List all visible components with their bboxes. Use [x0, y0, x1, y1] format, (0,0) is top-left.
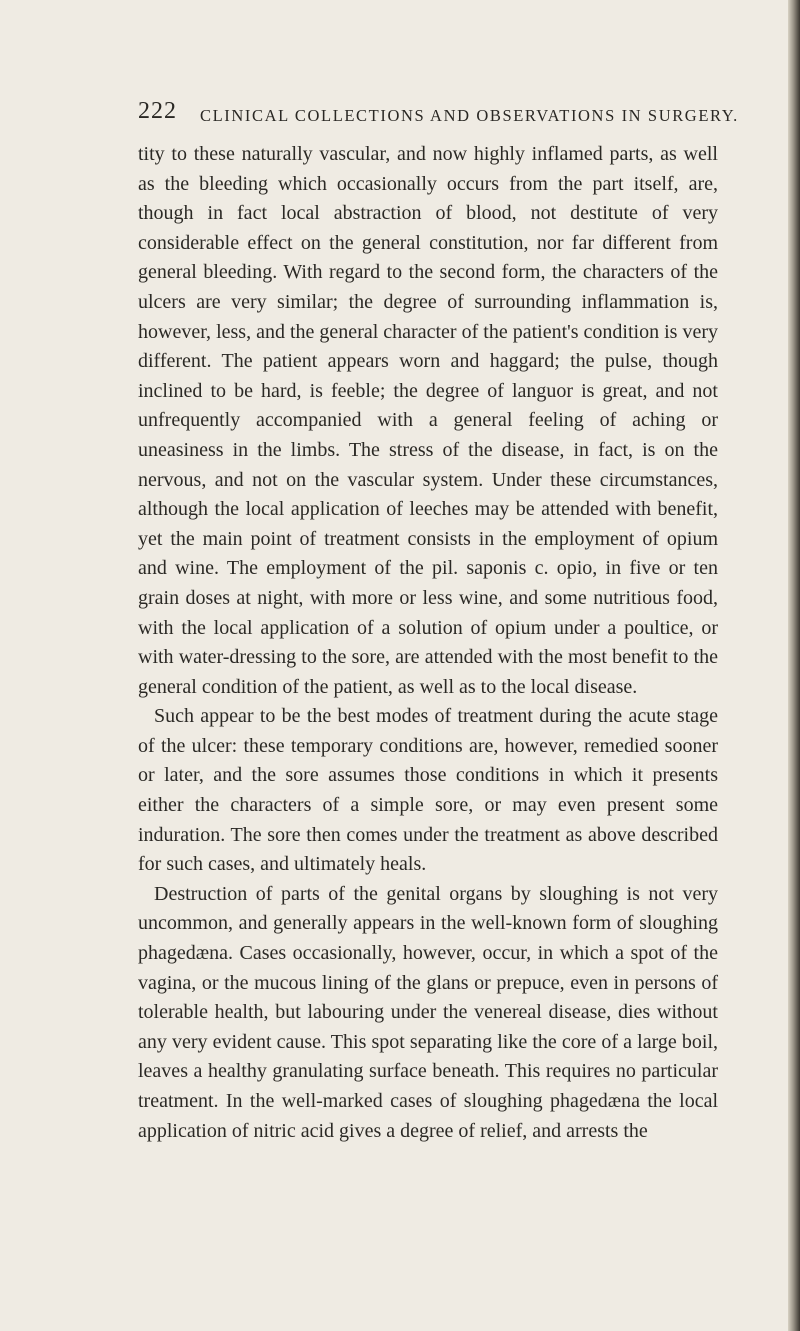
paragraph-sloughing: Destruction of parts of the genital organs by sloughing is not very uncommon, and generally appears in the well-known form of sloughing phagedæna. Cases occasionally, however, occur, in which a spot of the vagina, or the mucous lining of the glans or prepuce, even in persons of tolerable health, but labouring under the venereal disease, dies without any very evident cause. This spot separating like the core of a large boil, leaves a healthy granulating surface beneath. This requires no particular treatment. In the well-marked cases of sloughing phagedæna the local application of nitric acid gives a degree of relief, and arrests the [138, 882, 718, 1142]
page-edge-shadow [788, 0, 800, 1331]
running-head: CLINICAL COLLECTIONS AND OBSERVATIONS IN SURGERY. [200, 106, 739, 125]
paragraph-continued: tity to these naturally vascular, and now highly inflamed parts, as well as the bleeding which occasionally occurs from the part itself, are, though in fact local abstraction of blood, not destitute of very considerable effect on the general constitution, nor far different from general bleeding. With regard to the second form, the characters of the ulcers are very similar; the degree of surrounding inflammation is, however, less, and the general character of the patient's condition is very different. The patient appears worn and haggard; the pulse, though inclined to be hard, is feeble; the degree of languor is great, and not unfrequently accompanied with a general feeling of aching or uneasiness in the limbs. The stress of the disease, in fact, is on the nervous, and not on the vascular system. Under these circumstances, although the local application of leeches may be attended with benefit, yet the main point of treatment consists in the employment of opium and wine. The employment of the pil. saponis c. opio, in five or ten grain doses at night, with more or less wine, and some nutritious food, with the local application of a solution of opium under a poultice, or with water-dressing to the sore, are attended with the most benefit to the general condition of the patient, as well as to the local disease. [138, 143, 718, 698]
page-number: 222 [138, 98, 177, 124]
body-text [138, 140, 718, 1146]
paragraph-acute-stage: Such appear to be the best modes of treatment during the acute stage of the ulcer: these temporary conditions are, however, remedied sooner or later, and the sore assumes those conditions in which it presents either the characters of a simple sore, or may even present some induration. The sore then comes under the treatment as above described for such cases, and ultimately heals. [138, 705, 718, 876]
